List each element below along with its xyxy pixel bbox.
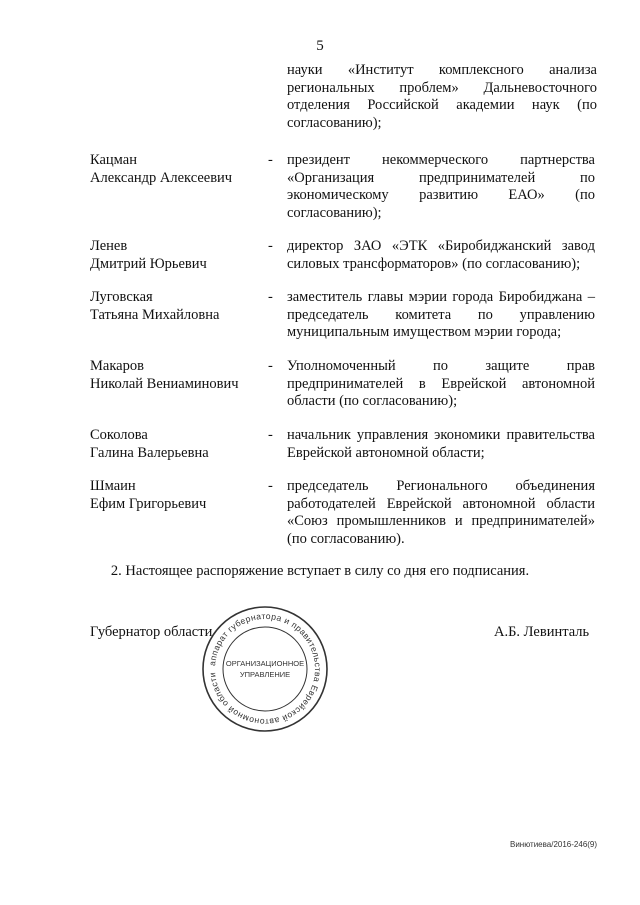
- member-description: президент некоммерческого партнерства «Организация предпринимателей по экономическому развитию ЕАО» (по согласованию);: [287, 152, 595, 221]
- member-surname: Луговская: [90, 289, 153, 305]
- member-surname: Макаров: [90, 358, 144, 374]
- page-number: 5: [316, 38, 324, 54]
- member-dash: -: [268, 478, 273, 494]
- member-description: директор ЗАО «ЭТК «Биробиджанский завод силовых трансформаторов» (по согласованию);: [287, 238, 595, 272]
- member-name: [90, 427, 260, 462]
- member-name: [90, 289, 260, 324]
- signatory-name: А.Б. Левинталь: [494, 624, 590, 640]
- member-name: [90, 238, 260, 273]
- member-dash: -: [268, 289, 273, 305]
- member-surname: Шмаин: [90, 478, 136, 494]
- member-description: председатель Регионального объединения работодателей Еврейской автономной области «Союз промышленников и предпринимателей» (по согласованию).: [287, 478, 595, 547]
- member-description: заместитель главы мэрии города Биробиджана – председатель комитета по управлению муниципальным имуществом мэрии города;: [287, 289, 595, 340]
- member-name: [90, 152, 260, 187]
- member-description: Уполномоченный по защите прав предпринимателей в Еврейской автономной области (по согласованию);: [287, 358, 595, 409]
- stamp-ring-text: аппарат губернатора и правительства Еврейской автономной области: [207, 610, 324, 728]
- member-given-names: Ефим Григорьевич: [90, 495, 207, 512]
- member-description: науки «Институт комплексного анализа региональных проблем» Дальневосточного отделения Российской академии наук (по согласованию);: [287, 62, 597, 131]
- member-dash: -: [268, 152, 273, 168]
- member-surname: Кацман: [90, 152, 137, 168]
- signatory-position: Губернатор области: [90, 624, 213, 640]
- member-given-names: Александр Алексеевич: [90, 169, 233, 186]
- member-description: начальник управления экономики правительства Еврейской автономной области;: [287, 427, 595, 461]
- stamp-center-line-2: УПРАВЛЕНИЕ: [239, 670, 291, 679]
- member-dash: -: [268, 238, 273, 254]
- stamp-center-line-1: ОРГАНИЗАЦИОННОЕ: [225, 659, 305, 668]
- member-surname: Соколова: [90, 427, 148, 443]
- member-name: [90, 478, 260, 513]
- official-stamp: [200, 604, 330, 734]
- member-given-names: Николай Вениаминович: [90, 375, 239, 392]
- member-given-names: Татьяна Михайловна: [90, 306, 220, 323]
- member-given-names: Дмитрий Юрьевич: [90, 255, 207, 272]
- member-given-names: Галина Валерьевна: [90, 444, 209, 461]
- member-surname: Ленев: [90, 238, 128, 254]
- member-dash: -: [268, 427, 273, 443]
- clause-2: 2. Настоящее распоряжение вступает в силу со дня его подписания.: [110, 563, 530, 579]
- member-dash: -: [268, 358, 273, 374]
- document-footer: Винютиева/2016-246(9): [510, 840, 598, 849]
- member-name: [90, 358, 260, 393]
